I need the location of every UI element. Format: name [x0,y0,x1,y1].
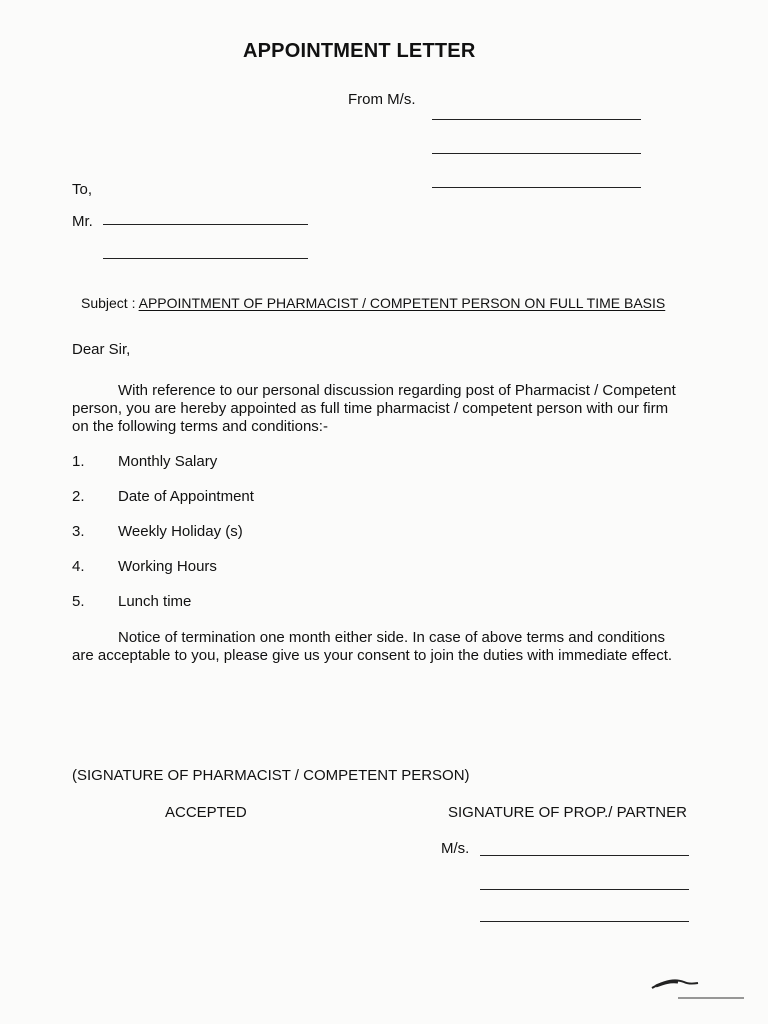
from-address-line-2[interactable] [432,153,641,154]
term-lunch-time: Lunch time [118,593,192,610]
term-weekly-holiday: Weekly Holiday (s) [118,523,243,540]
recipient-address-line[interactable] [103,258,308,259]
subject-text: APPOINTMENT OF PHARMACIST / COMPETENT PERSON ON FULL TIME BASIS [138,295,666,311]
subject-line [81,295,665,311]
from-address-line-1[interactable] [432,119,641,120]
notice-line-1: Notice of termination one month either side. In case of above terms and conditions [118,629,665,646]
term-monthly-salary: Monthly Salary [118,453,218,470]
signature-partner-label: SIGNATURE OF PROP./ PARTNER [448,804,687,821]
firm-name-line[interactable] [480,855,689,856]
subject-label: Subject : [81,295,136,311]
from-label: From M/s. [348,91,416,108]
mr-label: Mr. [72,213,93,230]
from-address-line-3[interactable] [432,187,641,188]
signature-pharmacist-label: (SIGNATURE OF PHARMACIST / COMPETENT PERSON) [72,767,470,784]
accepted-label: ACCEPTED [165,804,247,821]
recipient-name-line[interactable] [103,224,308,225]
term-number: 5. [72,593,85,610]
term-number: 1. [72,453,85,470]
document-title: APPOINTMENT LETTER [243,40,476,62]
intro-line-2: person, you are hereby appointed as full time pharmacist / competent person with our firm [72,400,669,417]
to-label: To, [72,181,93,198]
term-number: 4. [72,558,85,575]
intro-line-3: on the following terms and conditions:- [72,418,328,435]
salutation: Dear Sir, [72,341,131,358]
notice-line-2: are acceptable to you, please give us your consent to join the duties with immediate effect. [72,647,673,664]
term-working-hours: Working Hours [118,558,217,575]
intro-line-1: With reference to our personal discussion regarding post of Pharmacist / Competent [118,382,676,399]
term-number: 2. [72,488,85,505]
handwritten-mark-icon [648,970,758,1010]
term-number: 3. [72,523,85,540]
firm-address-line-1[interactable] [480,889,689,890]
term-date-of-appointment: Date of Appointment [118,488,254,505]
firm-address-line-2[interactable] [480,921,689,922]
ms-label: M/s. [441,840,470,857]
